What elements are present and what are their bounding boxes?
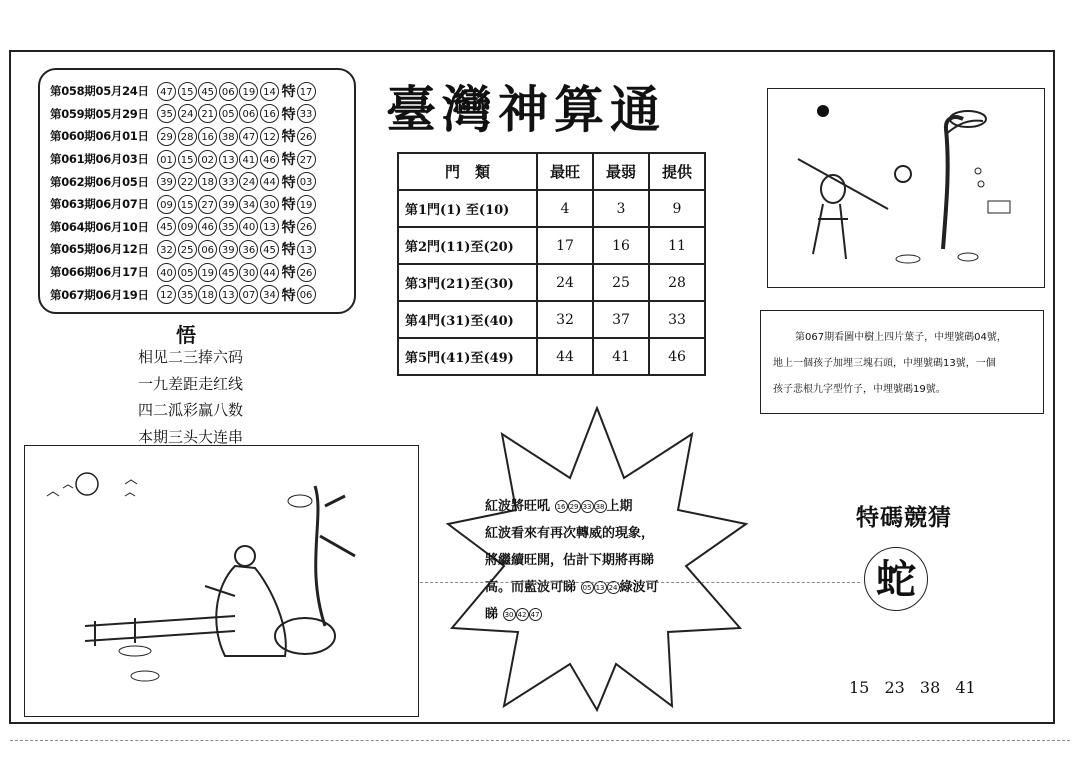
category-cell: 第3門(21)至(30) [398, 264, 537, 301]
max-cell: 32 [537, 301, 593, 338]
table-row [398, 338, 705, 375]
hint-line: 地上一個孩子加埋三塊石頭，中埋號碼13號，一個 [773, 358, 996, 369]
draw-label: 第064期06月10日 [50, 219, 149, 234]
poem-line: 四二泒彩赢八数 [138, 401, 244, 419]
number-ball: 45 [157, 217, 176, 236]
number-ball: 38 [219, 127, 238, 146]
special-marker: 特 [281, 242, 296, 259]
star-text: 將繼續旺開，估計下期將再睇 [485, 553, 655, 568]
number-ball: 12 [260, 127, 279, 146]
wave-number-ball: 30 [503, 608, 516, 621]
number-ball: 15 [178, 82, 197, 101]
number-ball: 29 [157, 127, 176, 146]
number-ball: 47 [239, 127, 258, 146]
history-row [50, 125, 348, 148]
number-ball: 33 [219, 172, 238, 191]
star-text: 紅波看來有再次轉威的現象， [485, 526, 655, 541]
special-ball: 06 [297, 285, 316, 304]
min-cell: 41 [593, 338, 649, 375]
special-ball: 17 [297, 82, 316, 101]
poem-line: 相见二三捧六码 [138, 348, 244, 366]
history-row [50, 80, 348, 103]
star-text: 綠波可 [619, 580, 659, 595]
special-marker: 特 [281, 287, 296, 304]
history-row [50, 193, 348, 216]
special-ball: 19 [297, 195, 316, 214]
scholar-drawing [25, 446, 417, 715]
number-ball: 15 [178, 150, 197, 169]
number-ball: 39 [219, 195, 238, 214]
header-give: 提供 [649, 153, 705, 190]
min-cell: 16 [593, 227, 649, 264]
zodiac-badge: 蛇 [864, 547, 928, 611]
special-ball: 13 [297, 240, 316, 259]
number-ball: 46 [198, 217, 217, 236]
poem-line: 本期三头大连串 [138, 427, 244, 446]
wave-number-ball: 42 [516, 608, 529, 621]
give-cell: 11 [649, 227, 705, 264]
number-ball: 34 [239, 195, 258, 214]
history-row [50, 261, 348, 284]
category-cell: 第4門(31)至(40) [398, 301, 537, 338]
number-ball: 16 [198, 127, 217, 146]
number-ball: 46 [260, 150, 279, 169]
number-ball: 44 [260, 263, 279, 282]
history-row [50, 103, 348, 126]
star-text: 睇 [485, 607, 499, 622]
wave-number-ball: 29 [568, 500, 581, 513]
star-text: 紅波將旺吼 [485, 499, 551, 514]
hint-box [760, 310, 1044, 414]
number-ball: 13 [219, 150, 238, 169]
draw-label: 第067期06月19日 [50, 287, 149, 302]
number-ball: 07 [239, 285, 258, 304]
wave-number-ball: 16 [555, 500, 568, 513]
special-marker: 特 [281, 129, 296, 146]
number-ball: 02 [198, 150, 217, 169]
draw-label: 第065期06月12日 [50, 242, 149, 257]
number-ball: 18 [198, 172, 217, 191]
illustration-boy-tree [767, 88, 1045, 288]
number-ball: 01 [157, 150, 176, 169]
history-row [50, 170, 348, 193]
min-cell: 25 [593, 264, 649, 301]
number-ball: 45 [260, 240, 279, 259]
table-row [398, 190, 705, 227]
wave-number-ball: 13 [594, 581, 607, 594]
number-ball: 22 [178, 172, 197, 191]
number-ball: 13 [260, 217, 279, 236]
special-marker: 特 [281, 219, 296, 236]
history-row [50, 216, 348, 239]
poem-title: 悟 [176, 323, 196, 347]
wave-number-ball: 33 [581, 500, 594, 513]
draw-history [38, 68, 356, 314]
number-ball: 44 [260, 172, 279, 191]
number-ball: 19 [198, 263, 217, 282]
draw-label: 第058期05月24日 [50, 84, 149, 99]
number-ball: 30 [239, 263, 258, 282]
number-ball: 40 [239, 217, 258, 236]
min-cell: 37 [593, 301, 649, 338]
number-ball: 45 [198, 82, 217, 101]
number-ball: 32 [157, 240, 176, 259]
header-min: 最弱 [593, 153, 649, 190]
number-ball: 45 [219, 263, 238, 282]
give-cell: 28 [649, 264, 705, 301]
star-text: 高。而藍波可睇 [485, 580, 577, 595]
draw-label: 第059期05月29日 [50, 106, 149, 121]
special-ball: 33 [297, 104, 316, 123]
poem [138, 344, 243, 450]
special-ball: 26 [297, 217, 316, 236]
special-marker: 特 [281, 265, 296, 282]
special-ball: 27 [297, 150, 316, 169]
dashed-guide [10, 740, 1070, 741]
wave-number-ball: 47 [529, 608, 542, 621]
min-cell: 3 [593, 190, 649, 227]
hint-line: 第067期看圖中樹上四片葉子，中埋號碼04號， [795, 332, 1007, 343]
number-ball: 12 [157, 285, 176, 304]
table-row [398, 227, 705, 264]
number-ball: 06 [219, 82, 238, 101]
category-cell: 第2門(11)至(20) [398, 227, 537, 264]
give-cell: 33 [649, 301, 705, 338]
table-header-row [398, 153, 705, 190]
number-ball: 21 [198, 104, 217, 123]
number-ball: 39 [219, 240, 238, 259]
guess-title: 特碼競猜 [856, 505, 952, 531]
dashed-guide [420, 582, 860, 583]
header-max: 最旺 [537, 153, 593, 190]
page-title: 臺灣神算通 [386, 80, 666, 139]
special-marker: 特 [281, 174, 296, 191]
number-ball: 05 [219, 104, 238, 123]
category-cell: 第1門(1) 至(10) [398, 190, 537, 227]
special-ball: 03 [297, 172, 316, 191]
number-ball: 35 [178, 285, 197, 304]
max-cell: 24 [537, 264, 593, 301]
draw-label: 第066期06月17日 [50, 265, 149, 280]
give-cell: 46 [649, 338, 705, 375]
poem-line: 一九差距走红线 [138, 374, 244, 393]
max-cell: 4 [537, 190, 593, 227]
history-row [50, 148, 348, 171]
number-ball: 30 [260, 195, 279, 214]
category-table [397, 152, 706, 376]
number-ball: 14 [260, 82, 279, 101]
special-ball: 26 [297, 263, 316, 282]
special-marker: 特 [281, 106, 296, 123]
wave-number-ball: 05 [581, 581, 594, 594]
number-ball: 24 [239, 172, 258, 191]
draw-label: 第060期06月01日 [50, 129, 149, 144]
starburst-text [485, 493, 705, 628]
number-ball: 05 [178, 263, 197, 282]
number-ball: 40 [157, 263, 176, 282]
wave-number-ball: 24 [607, 581, 620, 594]
number-ball: 13 [219, 285, 238, 304]
star-text: 上期 [606, 499, 633, 514]
number-ball: 28 [178, 127, 197, 146]
number-ball: 24 [178, 104, 197, 123]
draw-label: 第063期06月07日 [50, 197, 149, 212]
number-ball: 47 [157, 82, 176, 101]
table-row [398, 301, 705, 338]
header-category: 門 類 [398, 153, 537, 190]
give-cell: 9 [649, 190, 705, 227]
max-cell: 17 [537, 227, 593, 264]
number-ball: 35 [157, 104, 176, 123]
draw-label: 第061期06月03日 [50, 152, 149, 167]
number-ball: 06 [198, 240, 217, 259]
number-ball: 41 [239, 150, 258, 169]
table-row [398, 264, 705, 301]
category-cell: 第5門(41)至(49) [398, 338, 537, 375]
special-marker: 特 [281, 197, 296, 214]
number-ball: 34 [260, 285, 279, 304]
number-ball: 39 [157, 172, 176, 191]
special-marker: 特 [281, 152, 296, 169]
history-row [50, 238, 348, 261]
special-marker: 特 [281, 84, 296, 101]
max-cell: 44 [537, 338, 593, 375]
number-ball: 09 [157, 195, 176, 214]
guess-numbers: 15 23 38 41 [849, 678, 976, 697]
number-ball: 15 [178, 195, 197, 214]
boy-tree-drawing [768, 89, 1043, 286]
number-ball: 09 [178, 217, 197, 236]
draw-label: 第062期06月05日 [50, 174, 149, 189]
illustration-scholar [24, 445, 419, 717]
number-ball: 35 [219, 217, 238, 236]
number-ball: 19 [239, 82, 258, 101]
number-ball: 06 [239, 104, 258, 123]
wave-number-ball: 38 [594, 500, 607, 513]
number-ball: 25 [178, 240, 197, 259]
hint-line: 孩子悲根九字型竹子，中埋號碼19號。 [773, 384, 946, 395]
number-ball: 27 [198, 195, 217, 214]
history-row [50, 283, 348, 306]
number-ball: 16 [260, 104, 279, 123]
number-ball: 36 [239, 240, 258, 259]
special-ball: 26 [297, 127, 316, 146]
number-ball: 18 [198, 285, 217, 304]
